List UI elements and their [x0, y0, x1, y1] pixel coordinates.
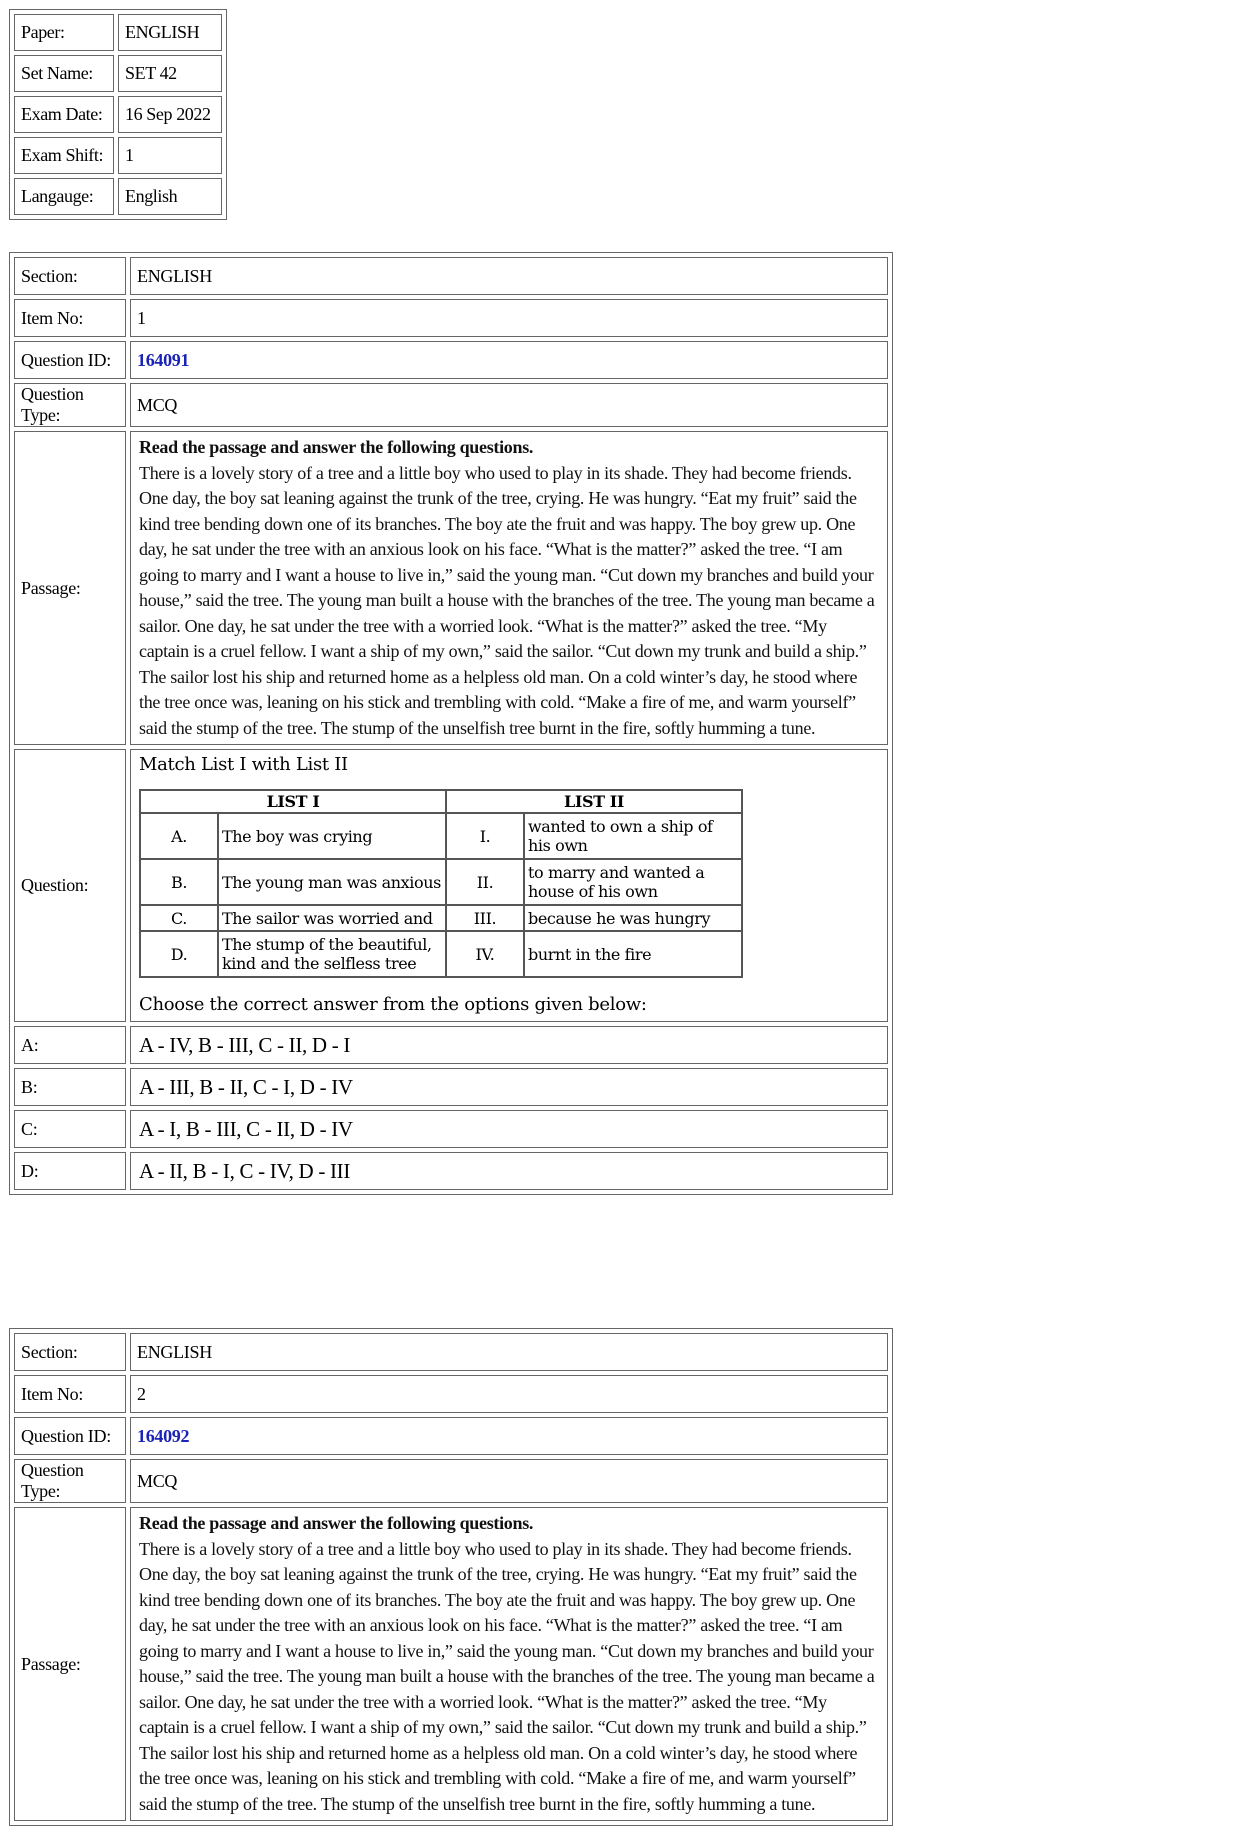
question-id-label: Question ID: — [14, 341, 126, 379]
passage-content — [130, 431, 888, 745]
match-row — [140, 859, 742, 905]
list-1-key: B. — [140, 859, 218, 905]
list-2-key: III. — [446, 905, 524, 931]
question-row — [14, 749, 888, 1022]
option-a-text: A - IV, B - III, C - II, D - I — [130, 1026, 888, 1064]
exam-info-row — [14, 137, 222, 174]
list-2-header: LIST II — [446, 790, 742, 813]
list-2-text: to marry and wanted a house of his own — [524, 859, 742, 905]
passage-content — [130, 1507, 888, 1821]
option-b-text: A - III, B - II, C - I, D - IV — [130, 1068, 888, 1106]
item-no-value: 1 — [130, 299, 888, 337]
question-id-label: Question ID: — [14, 1417, 126, 1455]
list-2-text: burnt in the fire — [524, 931, 742, 977]
option-b-row — [14, 1068, 888, 1106]
set-name-label: Set Name: — [14, 55, 114, 92]
section-value: ENGLISH — [130, 1333, 888, 1371]
list-1-key: D. — [140, 931, 218, 977]
passage-heading: Read the passage and answer the following questions. — [139, 437, 534, 457]
section-label: Section: — [14, 1333, 126, 1371]
question-type-label: Question Type: — [14, 383, 126, 427]
match-row — [140, 931, 742, 977]
item-no-label: Item No: — [14, 299, 126, 337]
list-2-key: IV. — [446, 931, 524, 977]
question-type-label: Question Type: — [14, 1459, 126, 1503]
question-content — [130, 749, 888, 1022]
passage-text: There is a lovely story of a tree and a little boy who used to play in its shade. They had become friends. One day, the boy sat leaning against the trunk of the tree, crying. He was hungry. “Eat my fruit” said the kind tree bending down one of its branches. The boy ate the fruit and was happy. The boy grew up. One day, he sat under the tree with an anxious look on his face. “What is the matter?” asked the tree. “I am going to marry and I want a house to live in,” said the young man. “Cut down my branches and build your house,” said the tree. The young man built a house with the branches of the tree. The young man became a sailor. One day, he sat under the tree with a worried look. “What is the matter?” asked the tree. “My captain is a cruel fellow. I want a ship of my own,” said the sailor. “Cut down my trunk and build a ship.” The sailor lost his ship and returned home as a helpless old man. On a cold winter’s day, he stood where the tree once was, leaning on his stick and trembling with cold. “Make a fire of me, and warm yourself” said the stump of the tree. The stump of the unselfish tree burnt in the fire, softly humming a tune. — [139, 462, 875, 738]
option-d-text: A - II, B - I, C - IV, D - III — [130, 1152, 888, 1190]
exam-info-row — [14, 178, 222, 215]
question-id-row — [14, 341, 888, 379]
item-no-label: Item No: — [14, 1375, 126, 1413]
list-2-text: because he was hungry — [524, 905, 742, 931]
option-d-label: D: — [14, 1152, 126, 1190]
exam-date-value: 16 Sep 2022 — [118, 96, 222, 133]
exam-info-row — [14, 14, 222, 51]
list-1-header: LIST I — [140, 790, 446, 813]
list-1-key: A. — [140, 813, 218, 859]
match-row — [140, 813, 742, 859]
option-a-label: A: — [14, 1026, 126, 1064]
passage-row — [14, 1507, 888, 1821]
option-c-text: A - I, B - III, C - II, D - IV — [130, 1110, 888, 1148]
exam-date-label: Exam Date: — [14, 96, 114, 133]
list-1-text: The young man was anxious — [218, 859, 446, 905]
language-label: Langauge: — [14, 178, 114, 215]
section-row — [14, 1333, 888, 1371]
list-1-text: The stump of the beautiful, kind and the selfless tree — [218, 931, 446, 977]
passage-text: There is a lovely story of a tree and a little boy who used to play in its shade. They had become friends. One day, the boy sat leaning against the trunk of the tree, crying. He was hungry. “Eat my fruit” said the kind tree bending down one of its branches. The boy ate the fruit and was happy. The boy grew up. One day, he sat under the tree with an anxious look on his face. “What is the matter?” asked the tree. “I am going to marry and I want a house to live in,” said the young man. “Cut down my branches and build your house,” said the tree. The young man built a house with the branches of the tree. The young man became a sailor. One day, he sat under the tree with a worried look. “What is the matter?” asked the tree. “My captain is a cruel fellow. I want a ship of my own,” said the sailor. “Cut down my trunk and build a ship.” The sailor lost his ship and returned home as a helpless old man. On a cold winter’s day, he stood where the tree once was, leaning on his stick and trembling with cold. “Make a fire of me, and warm yourself” said the stump of the tree. The stump of the unselfish tree burnt in the fire, softly humming a tune. — [139, 1538, 875, 1814]
question-outro: Choose the correct answer from the options given below: — [139, 994, 647, 1015]
list-1-text: The sailor was worried and — [218, 905, 446, 931]
item-no-value: 2 — [130, 1375, 888, 1413]
option-d-row — [14, 1152, 888, 1190]
option-c-row — [14, 1110, 888, 1148]
question-id-value: 164092 — [130, 1417, 888, 1455]
question-type-value: MCQ — [130, 383, 888, 427]
list-2-key: I. — [446, 813, 524, 859]
exam-info-row — [14, 96, 222, 133]
paper-label: Paper: — [14, 14, 114, 51]
match-row — [140, 905, 742, 931]
passage-label: Passage: — [14, 431, 126, 745]
section-label: Section: — [14, 257, 126, 295]
exam-info-table — [9, 9, 227, 220]
passage-row — [14, 431, 888, 745]
question-id-value: 164091 — [130, 341, 888, 379]
question-type-row — [14, 1459, 888, 1503]
option-a-row — [14, 1026, 888, 1064]
list-2-key: II. — [446, 859, 524, 905]
question-1-table — [9, 252, 893, 1195]
list-1-key: C. — [140, 905, 218, 931]
paper-value: ENGLISH — [118, 14, 222, 51]
passage-heading: Read the passage and answer the following questions. — [139, 1513, 534, 1533]
passage-label: Passage: — [14, 1507, 126, 1821]
question-type-row — [14, 383, 888, 427]
exam-shift-label: Exam Shift: — [14, 137, 114, 174]
list-2-text: wanted to own a ship of his own — [524, 813, 742, 859]
match-table — [139, 789, 743, 978]
section-row — [14, 257, 888, 295]
question-2-table — [9, 1328, 893, 1826]
item-no-row — [14, 1375, 888, 1413]
language-value: English — [118, 178, 222, 215]
exam-shift-value: 1 — [118, 137, 222, 174]
question-type-value: MCQ — [130, 1459, 888, 1503]
question-label: Question: — [14, 749, 126, 1022]
option-c-label: C: — [14, 1110, 126, 1148]
option-b-label: B: — [14, 1068, 126, 1106]
item-no-row — [14, 299, 888, 337]
match-header-row — [140, 790, 742, 813]
exam-info-row — [14, 55, 222, 92]
list-1-text: The boy was crying — [218, 813, 446, 859]
set-name-value: SET 42 — [118, 55, 222, 92]
question-intro: Match List I with List II — [139, 754, 348, 775]
section-value: ENGLISH — [130, 257, 888, 295]
question-id-row — [14, 1417, 888, 1455]
